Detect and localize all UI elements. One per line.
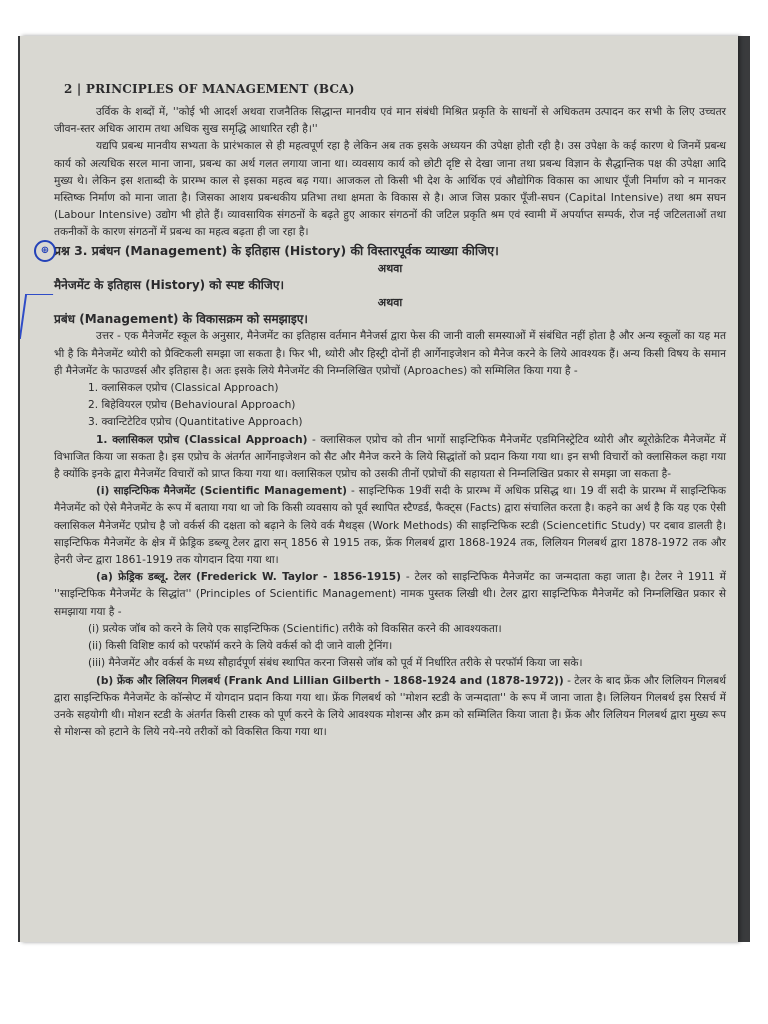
book-page [20,36,738,942]
or-separator: अथवा [377,261,403,275]
classical-approach-text: - क्लासिकल एप्रोच को तीन भागों साइन्टिफिक मैनेजमेंट एडमिनिस्ट्रेटिव थ्योरी और ब्यूरोक्रेटिक मैनेजमेंट में विभाजित किया जा सकता है। इस एप्रोच के अंतर्गत आर्गेनाइजेशन को सैट और मैनेज करने के लिये सिद्धांतों को प्रदान किया गया था। इन सभी विचारों को क्लासिकल कहा गया है क्योंकि इनके द्वारा मैनेजमेंट विचारों को प्राप्त किया गया था। क्लासिकल एप्रोच को उसकी तीनों एप्रोचों की सहायता से निम्नलिखित प्रकार से समझा जा सकता है- [54,433,726,481]
alternate-question-2: प्रबंध (Management) के विकासक्रम को समझाइए। [54,312,308,327]
intro-quote-paragraph: उर्विक के शब्दों में, ''कोई भी आदर्श अथवा राजनैतिक सिद्धान्त मानवीय एवं मान संबंधी मिश्रित प्रकृति के साधनों से अधिकतम उत्पादन कर सभी के लिए उच्चतर जीवन-स्तर अधिक आराम तथा अधिक सुख समृद्धि आधारित रही है।'' [54,106,726,136]
pen-mark [20,294,53,339]
taylor-title: (a) फ्रेड्रिक डब्लू. टेलर (Frederick W. Taylor - 1856-1915) [96,571,401,584]
history-paragraph: यद्यपि प्रबन्ध मानवीय सभ्यता के प्रारंभकाल से ही महत्वपूर्ण रहा है लेकिन अब तक इसके अध्ययन की उपेक्षा होती रही है। उस उपेक्षा के कई कारण थे जिनमें प्रबन्ध कार्य को अत्यधिक सरल माना जाना, प्रबन्ध का अर्थ गलत लगाया जाना था। व्यवसाय कार्य को छोटी दृष्टि से देखा जाना तथा प्रबन्ध विज्ञान के सैद्धान्तिक पक्ष की उपेक्षा आदि मुख्य थे। लेकिन इस शताब्दी के प्रारम्भ काल से इसका महत्व बढ़ गया। आजकल तो किसी भी देश के आर्थिक एवं औद्योगिक विकास का आधार पूँजी निर्माण को न मानकर मस्तिष्क निर्माण को माना जाता है। जिसका आशय प्रबन्धकीय प्रतिभा तथा क्षमता के विकास से है। आज जिस प्रकार पूँजी-सघन (Capital Intensive) तथा श्रम सघन (Labour Intensive) उद्योग भी होते हैं। व्यावसायिक संगठनों के बढ़ते हुए आकार संगठनों की जटिल प्रकृति श्रम एवं स्वामी में अपर्याप्त सम्पर्क, रोज नई जटिलताओं तथा तकनीकों के कारण संगठनों में प्रबन्ध का महत्व बढ़ता ही जा रहा है। [54,140,726,239]
taylor-point: (i) प्रत्येक जॉब को करने के लिये एक साइन्टिफिक (Scientific) तरीके को विकसित करने की आवश्यकता। [88,622,502,635]
taylor-text: - टेलर को साइन्टिफिक मैनेजमेंट का जन्मदाता कहा जाता है। टेलर ने 1911 में ''साइन्टिफिक मैनेजमेंट के सिद्धांत'' (Principles of Scientific Management) नामक पुस्तक लिखी थी। टेलर द्वारा साइन्टिफिक मैनेजमेंट को निम्नलिखित प्रकार से समझाया गया है - [54,571,727,618]
taylor-point: (iii) मैनेजमेंट और वर्कर्स के मध्य सौहार्दपूर्ण संबंध स्थापित करना जिससे जॉब को पूर्व में निर्धारित तरीके से परफॉर्म किया जा सके। [88,657,583,670]
page-body [40,104,727,741]
gilbreth-paragraph [54,673,726,742]
running-header: 2 | PRINCIPLES OF MANAGEMENT (BCA) [64,82,355,96]
scientific-management-title: (i) साइन्टिफिक मैनेजमेंट (Scientific Management) [96,485,347,498]
taylor-paragraph [54,569,726,621]
scientific-management-text: - साइन्टिफिक 19वीं सदी के प्रारम्भ में अधिक प्रसिद्ध था। 19 वीं सदी के प्रारम्भ में साइन्टिफिक मैनेजमेंट को ऐसे मैनेजमेंट के रूप में बताया गया था जो कि किसी व्यवसाय को पूर्व स्थापित स्टैण्डर्ड, फैक्ट्स (Facts) द्वारा संचालित करता है। कहने का अर्थ है कि यह एक ऐसी क्लासिकल मैनेजमेंट एप्रोच है जो वर्कर्स की दक्षता को बढ़ाने के लिये वर्क मैथड्स (Work Methods) की साइन्टिफिक स्टडी (Sciencetific Study) पर दबाव डालती है। साइन्टिफिक मैनेजमेंट के क्षेत्र में फ्रेड्रिक डब्ल्यू टेलर द्वारा सन् 1856 से 1915 तक, फ्रेंक गिलबर्थ द्वारा 1868-1924 तक, लिलियन गिलबर्थ द्वारा 1878-1972 तक और हेनरी जेन्ट द्वारा 1861-1919 तक योगदान दिया गया था। [54,485,726,567]
approach-list-item: 2. बिहेवियरल एप्रोच (Behavioural Approach) [88,399,296,412]
answer-paragraph: उत्तर - एक मैनेजमेंट स्कूल के अनुसार, मैनेजमेंट का इतिहास वर्तमान मैनेजर्स द्वारा फेस की जानी वाली समस्याओं में संबंधित नहीं होता है और अन्य स्कूलों का यह मत भी है कि मैनेजमेंट थ्योरी को प्रैक्टिकली समझा जा सकता है। फिर भी, थ्योरी और हिस्ट्री दोनों ही आर्गेनाइजेशन को मैनेज करने के लिये आवश्यक हैं। अन्य किसी विषय के समान ही मैनेजमेंट के फाउण्डर्स और इतिहास है। अतः इसके लिये मैनेजमेंट की निम्नलिखित एप्रोचों (Aproaches) को सम्मिलित किया गया है - [54,330,726,377]
or-separator: अथवा [377,296,403,310]
taylor-point: (ii) किसी विशिष्ट कार्य को परफॉर्म करने के लिये वर्कर्स को दी जाने वाली ट्रेनिंग। [88,640,393,653]
question-circle-mark: ⊕ [34,240,56,262]
question-heading [40,242,726,260]
approach-list-item: 1. क्लासिकल एप्रोच (Classical Approach) [88,382,279,395]
alternate-question-1: मैनेजमेंट के इतिहास (History) को स्पष्ट कीजिए। [54,277,285,292]
classical-approach-paragraph [54,432,726,484]
approach-list-item: 3. क्वान्टिटेटिव एप्रोच (Quantitative Approach) [88,416,303,429]
gilbreth-title: (b) फ्रेंक और लिलियन गिलबर्थ (Frank And Lillian Gilberth - 1868-1924 and (1878-1972)) [96,674,564,687]
classical-approach-title: 1. क्लासिकल एप्रोच (Classical Approach) [96,433,308,446]
gilbreth-text: - टेलर के बाद फ्रेंक और लिलियन गिलबर्थ द्वारा साइन्टिफिक मैनेजमेंट के कॉन्सेप्ट में योगदान प्रदान किया गया था। फ्रेंक गिलबर्थ को ''मोशन स्टडी के जन्मदाता'' के रूप में जाना जाता है। लिलियन गिलबर्थ इस रिसर्च में उनके सहयोगी थी। मोशन स्टडी के अंतर्गत किसी टास्क को पूर्ण करने के लिये आवश्यक मोशन्स और क्रम को सम्मिलित किया जाता है। फ्रेंक और लिलियन गिलबर्थ द्वारा मुख्य रूप से मोशन्स को हटाने के लिये नये-नये तरीकों को विकसित किया गया था। [54,674,726,739]
scientific-management-paragraph [54,483,726,569]
question-text: प्रश्न 3. प्रबंधन (Management) के इतिहास (History) की विस्तारपूर्वक व्याख्या कीजिए। [54,242,499,258]
